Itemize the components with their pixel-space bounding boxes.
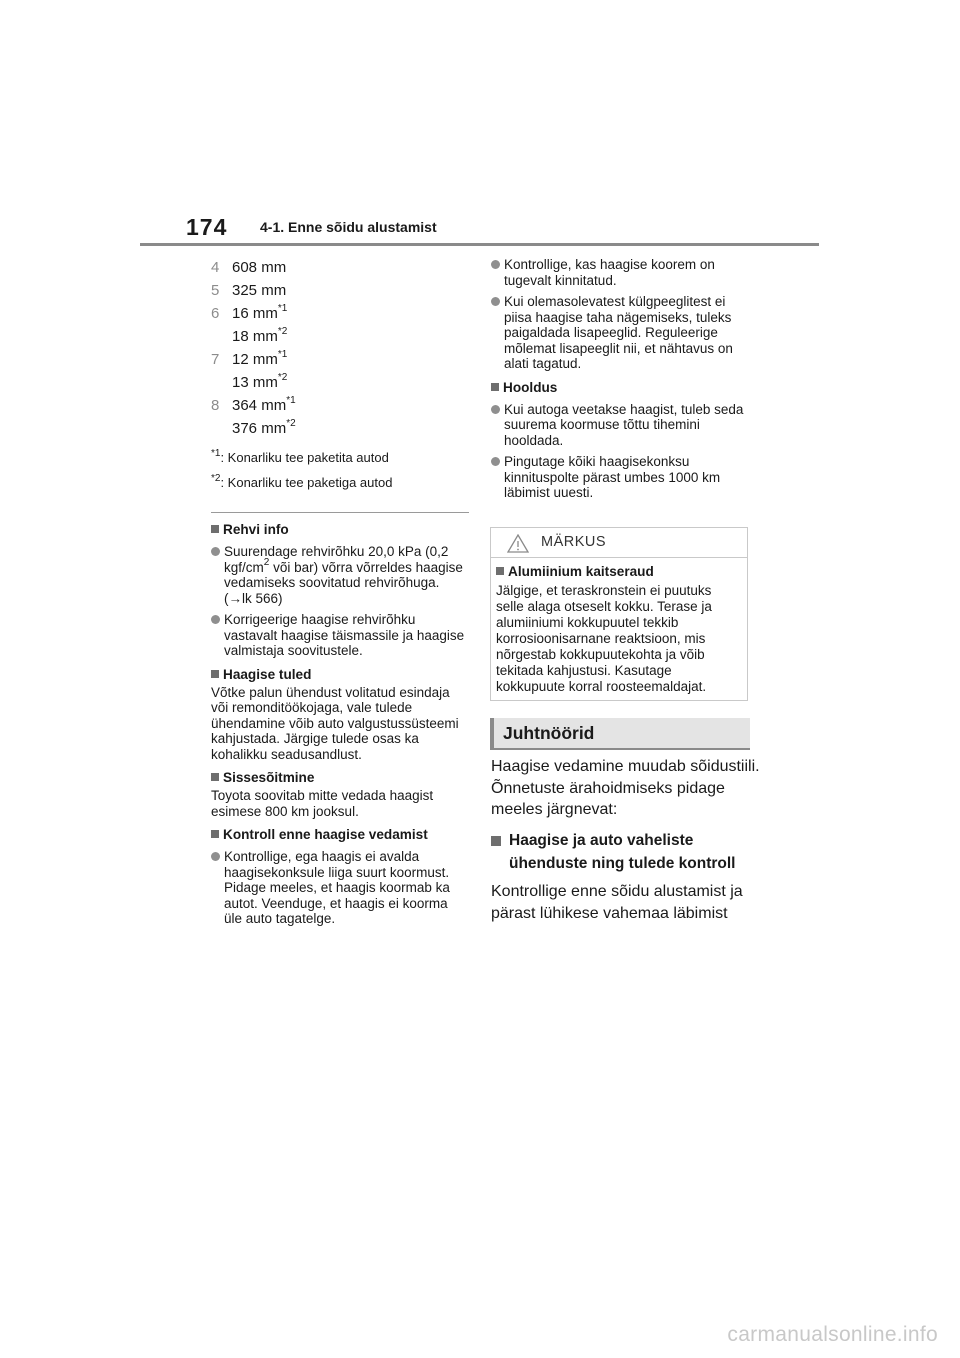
section-divider: [211, 512, 469, 513]
notice-text: Jälgige, et teraskronstein ei puutuks selle alaga otseselt kokku. Terase ja alumiiniumi kokkupuutel tekkib korrosioonisarnane reaktsioon, mis nõrgestab kokkupuutekohta ja võib tekitada kahjustusi. Kasutage kokkupuute korral roosteemaldajat.: [496, 583, 712, 694]
bullet-text: Suurendage rehvirõhku 20,0 kPa (0,2 kgf/cm: [224, 544, 449, 575]
section-accent: [490, 718, 494, 750]
bullet-text: Korrigeerige haagise rehvirõhku vastavalt haagise täismassile ja haagise valmistaja soovitustele.: [224, 612, 465, 658]
heading-text: Rehvi info: [223, 522, 289, 537]
list-item: [491, 257, 750, 288]
footnote: [211, 474, 469, 492]
dimension-value: 18 mm: [232, 328, 278, 345]
dimension-row: [211, 419, 469, 439]
notice-box: [490, 527, 748, 701]
paragraph: Võtke palun ühendust volitatud esindaja või remonditöökojaga, vale tulede ühendamine võib auto valgustussüsteemi kahjustada. Järgige tulede osas ka kohalikku seadusandlust.: [211, 684, 459, 762]
dimension-number: 4: [211, 259, 220, 276]
list-item: [491, 402, 750, 449]
footnote-text: : Konarliku tee paketiga autod: [220, 475, 393, 490]
list-item: [211, 849, 469, 927]
dimension-row: [211, 327, 469, 347]
maintenance-heading: [491, 379, 750, 396]
arrow-icon: →: [228, 590, 242, 606]
bullet-text: Pingutage kõiki haagisekonksu kinnituspolte pärast umbes 1000 km läbimist uuesti.: [504, 454, 721, 500]
square-bullet-icon: [491, 836, 501, 846]
notice-title: MÄRKUS: [541, 534, 607, 550]
notice-header: [491, 528, 747, 558]
paragraph: Kontrollige enne sõidu alustamist ja pärast lühikese vahemaa läbimist: [491, 882, 743, 922]
section-title: 4-1. Enne sõidu alustamist: [260, 219, 437, 235]
guidelines-section-bar: [490, 718, 750, 750]
heading-text: Sissesõitmine: [223, 770, 315, 785]
guidelines-title: Juhtnöörid: [503, 723, 595, 743]
guidelines-content: [491, 756, 761, 925]
bullet-dot-icon: [491, 457, 500, 466]
dimension-value: 608 mm: [232, 259, 287, 276]
watermark: carmanualsonline.info: [727, 1323, 938, 1346]
heading-text: Kontroll enne haagise vedamist: [223, 827, 428, 842]
footnote-mark: *1: [277, 303, 288, 314]
bullet-text: Kui autoga veetakse haagist, tuleb seda suurema koormuse tõttu tihemini hooldada.: [504, 401, 744, 448]
paragraph: Toyota soovitab mitte vedada haagist esimese 800 km jooksul.: [211, 788, 434, 819]
footnote-mark: *2: [277, 372, 288, 383]
bullet-dot-icon: [491, 405, 500, 414]
dimension-row: [211, 281, 469, 301]
bullet-text: Kui olemasolevatest külgpeeglitest ei piisa haagise taha nägemiseks, tuleks paigaldada lisapeeglid. Reguleerige mõlemat lisapeeglit nii, et nähtavus on alati tagatud.: [504, 294, 733, 371]
footnote-mark: *2: [286, 418, 296, 429]
bullet-dot-icon: [211, 615, 220, 624]
footnote: [211, 449, 469, 467]
bullet-text: või bar) võrra võrreldes haagise vedamiseks soovitatud rehvirõhuga. (: [224, 559, 463, 606]
bullet-text: Kontrollige, kas haagise koorem on tugevalt kinnitatud.: [504, 257, 715, 288]
trailer-lights-heading: [211, 666, 469, 683]
dimension-row: [211, 373, 469, 393]
break-in-heading: [211, 769, 469, 786]
square-bullet-icon: [496, 567, 504, 575]
dimension-row: [211, 396, 469, 416]
notice-body: [491, 558, 747, 695]
footnote-text: : Konarliku tee paketita autod: [220, 450, 389, 465]
list-item: [491, 454, 750, 501]
square-bullet-icon: [211, 830, 219, 838]
square-bullet-icon: [491, 383, 499, 391]
page-number: 174: [186, 214, 228, 240]
bullet-text: Kontrollige, ega haagis ei avalda haagisekonksule liiga suurt koormust. Pidage meeles, et haagis koormab ka autot. Veenduge, et haagis ei koorma üle auto tagatelge.: [224, 849, 450, 926]
list-item: [211, 612, 469, 659]
footnote-mark: *1: [211, 447, 221, 459]
dimension-row: [211, 350, 469, 370]
dimension-value: 13 mm: [232, 374, 278, 391]
pre-tow-check-heading: [211, 826, 469, 843]
guidelines-intro: Haagise vedamine muudab sõidustiili. Õnnetuste ärahoidmiseks pidage meeles järgnevat:: [491, 758, 760, 819]
bullet-dot-icon: [211, 852, 220, 861]
warning-triangle-icon: [507, 534, 529, 553]
dimension-value: 325 mm: [232, 282, 287, 299]
heading-text: Alumiinium kaitseraud: [508, 564, 654, 579]
dimension-value: 16 mm: [232, 305, 278, 322]
left-column: [211, 255, 469, 927]
page-reference-link[interactable]: lk 566): [242, 590, 283, 606]
dimension-number: 8: [211, 397, 220, 414]
dimension-row: [211, 258, 469, 278]
square-bullet-icon: [211, 670, 219, 678]
heading-text: Haagise ja auto vaheliste ühenduste ning tulede kontroll: [509, 831, 736, 872]
square-bullet-icon: [211, 773, 219, 781]
list-item: [491, 294, 750, 372]
superscript: 2: [263, 557, 270, 568]
guidelines-divider: [490, 748, 750, 750]
header-divider: [140, 243, 819, 246]
heading-text: Hooldus: [503, 379, 558, 395]
dimension-value: 364 mm: [232, 397, 287, 414]
footnote-mark: *1: [277, 349, 288, 360]
dimension-number: 7: [211, 351, 220, 368]
footnote-mark: *2: [277, 326, 288, 337]
footnote-mark: *2: [211, 472, 221, 484]
dimension-number: 5: [211, 282, 220, 299]
bullet-dot-icon: [491, 297, 500, 306]
dimension-row: [211, 304, 469, 324]
tire-info-heading: [211, 521, 469, 538]
right-column: [491, 255, 750, 501]
bullet-dot-icon: [211, 547, 220, 556]
dimension-value: 12 mm: [232, 351, 278, 368]
list-item: [211, 544, 469, 606]
dimension-number: 6: [211, 305, 220, 322]
heading-text: Haagise tuled: [223, 666, 312, 682]
notice-heading: [496, 563, 742, 580]
connection-check-heading: [491, 829, 761, 875]
bullet-dot-icon: [491, 260, 500, 269]
square-bullet-icon: [211, 525, 219, 533]
footnote-mark: *1: [286, 395, 296, 406]
dimension-value: 376 mm: [232, 420, 287, 437]
